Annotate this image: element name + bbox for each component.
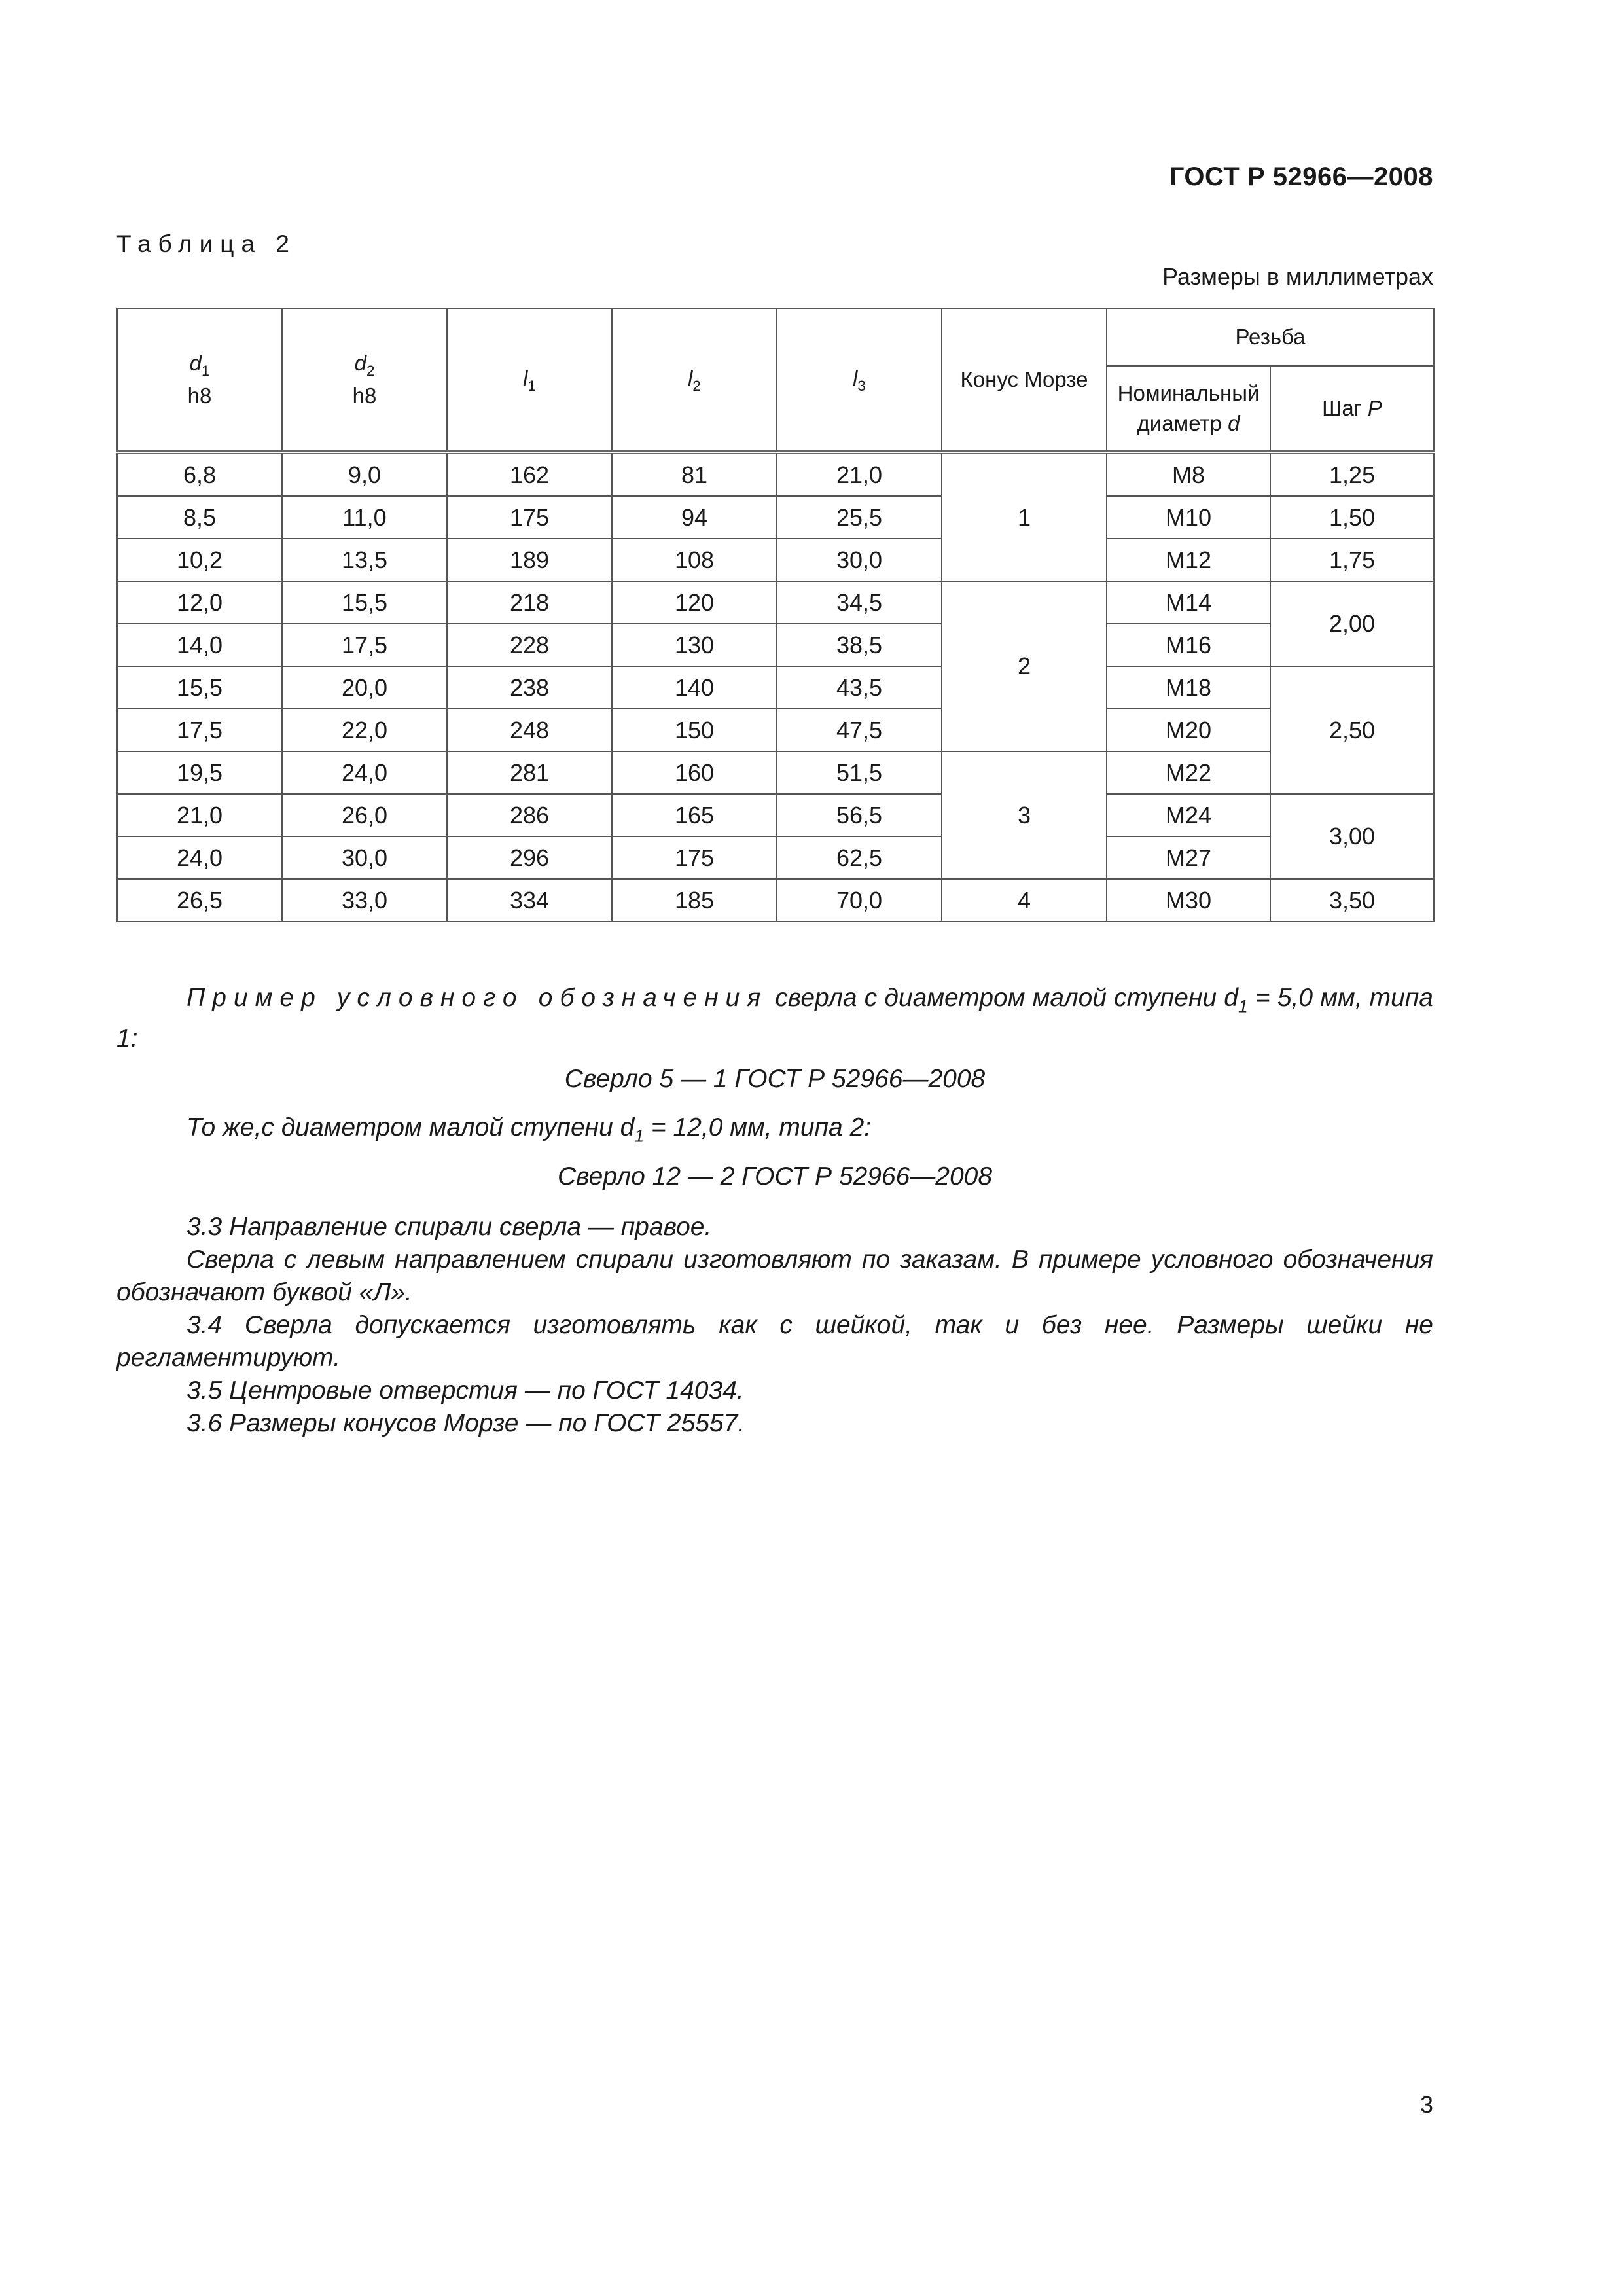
document-code: ГОСТ Р 52966—2008: [1169, 162, 1433, 191]
cell-l2: 140: [612, 666, 777, 709]
cell-l3: 51,5: [777, 751, 942, 794]
header-d1: $d_1$ h8: [117, 308, 282, 452]
cell-thread: М12: [1107, 539, 1270, 581]
cell-l2: 185: [612, 879, 777, 922]
cell-pitch: 3,50: [1270, 879, 1434, 922]
header-pitch: Шаг P: [1270, 366, 1434, 452]
cell-l3: 21,0: [777, 452, 942, 496]
cell-pitch: 1,25: [1270, 452, 1434, 496]
table-row: [117, 836, 1434, 879]
cell-pitch: 3,00: [1270, 794, 1434, 879]
cell-thread: М27: [1107, 836, 1270, 879]
cell-l3: 70,0: [777, 879, 942, 922]
cell-d1: 17,5: [117, 709, 282, 751]
cell-l1: 296: [447, 836, 612, 879]
cell-l2: 160: [612, 751, 777, 794]
dimensions-table: [116, 308, 1435, 922]
cell-d2: 26,0: [282, 794, 447, 836]
table-row: [117, 666, 1434, 709]
cell-thread: М14: [1107, 581, 1270, 624]
cell-l1: 334: [447, 879, 612, 922]
cell-l3: 43,5: [777, 666, 942, 709]
example-paragraph: Пример условного обозначения сверла с диаметром малой ступени $d_1 = 5,0$ мм, типа 1:: [116, 984, 1433, 1053]
table-row: [117, 624, 1434, 666]
cell-d1: 15,5: [117, 666, 282, 709]
cell-d1: 24,0: [117, 836, 282, 879]
designation-block: [116, 982, 1433, 1193]
header-d2: $d_2$ h8: [282, 308, 447, 452]
header-nominal-diameter: Номинальный диаметр d: [1107, 366, 1270, 452]
cell-l2: 165: [612, 794, 777, 836]
cell-l3: 62,5: [777, 836, 942, 879]
table-row: [117, 452, 1434, 496]
cell-thread: М10: [1107, 496, 1270, 539]
cell-d1: 10,2: [117, 539, 282, 581]
cell-d2: 9,0: [282, 452, 447, 496]
cell-d2: 11,0: [282, 496, 447, 539]
table-row: [117, 581, 1434, 624]
cell-morse: 3: [942, 751, 1107, 879]
units-note: Размеры в миллиметрах: [1162, 263, 1433, 290]
cell-l1: 228: [447, 624, 612, 666]
cell-pitch: 2,50: [1270, 666, 1434, 794]
cell-d1: 21,0: [117, 794, 282, 836]
cell-thread: М30: [1107, 879, 1270, 922]
cell-thread: М8: [1107, 452, 1270, 496]
cell-d2: 13,5: [282, 539, 447, 581]
clause-3-3-note: Сверла с левым направлением спирали изготовляют по заказам. В примере условного обозначения обозначают буквой «Л».: [116, 1246, 1433, 1306]
cell-morse: 1: [942, 452, 1107, 581]
table-caption: Таблица 2: [116, 230, 296, 257]
table-row: [117, 794, 1434, 836]
cell-d1: 8,5: [117, 496, 282, 539]
cell-d1: 26,5: [117, 879, 282, 922]
cell-l2: 175: [612, 836, 777, 879]
clause-3-6: 3.6 Размеры конусов Морзе — по ГОСТ 25557.: [187, 1409, 745, 1437]
cell-d2: 22,0: [282, 709, 447, 751]
cell-l3: 56,5: [777, 794, 942, 836]
cell-d2: 17,5: [282, 624, 447, 666]
header-l3: $l_3$: [777, 308, 942, 452]
cell-d1: 12,0: [117, 581, 282, 624]
table-row: [117, 709, 1434, 751]
cell-d1: 6,8: [117, 452, 282, 496]
cell-l3: 38,5: [777, 624, 942, 666]
table-row: [117, 496, 1434, 539]
cell-l1: 175: [447, 496, 612, 539]
header-l2: $l_2$: [612, 308, 777, 452]
cell-l2: 108: [612, 539, 777, 581]
cell-thread: М16: [1107, 624, 1270, 666]
cell-l3: 25,5: [777, 496, 942, 539]
page-number: 3: [1419, 2091, 1433, 2118]
cell-l1: 238: [447, 666, 612, 709]
table-row: [117, 879, 1434, 922]
cell-pitch: 1,75: [1270, 539, 1434, 581]
cell-pitch: 2,00: [1270, 581, 1434, 666]
cell-d2: 24,0: [282, 751, 447, 794]
cell-d2: 33,0: [282, 879, 447, 922]
cell-l2: 81: [612, 452, 777, 496]
cell-l1: 281: [447, 751, 612, 794]
table-row: [117, 751, 1434, 794]
header-thread: Резьба: [1107, 308, 1434, 366]
cell-l1: 189: [447, 539, 612, 581]
cell-l1: 218: [447, 581, 612, 624]
cell-l3: 47,5: [777, 709, 942, 751]
header-morse-taper: Конус Морзе: [942, 308, 1107, 452]
cell-l1: 286: [447, 794, 612, 836]
clause-3-3: 3.3 Направление спирали сверла — правое.: [187, 1213, 712, 1241]
cell-thread: М24: [1107, 794, 1270, 836]
designation-example-1: Сверло 5 — 1 ГОСТ Р 52966—2008: [564, 1065, 986, 1094]
clauses-block: [116, 1211, 1433, 1440]
cell-l3: 30,0: [777, 539, 942, 581]
designation-example-2: Сверло 12 — 2 ГОСТ Р 52966—2008: [557, 1162, 993, 1191]
cell-l2: 120: [612, 581, 777, 624]
header-l1: $l_1$: [447, 308, 612, 452]
cell-thread: М18: [1107, 666, 1270, 709]
cell-morse: 2: [942, 581, 1107, 751]
cell-l3: 34,5: [777, 581, 942, 624]
cell-thread: М22: [1107, 751, 1270, 794]
cell-l1: 162: [447, 452, 612, 496]
clause-3-5: 3.5 Центровые отверстия — по ГОСТ 14034.: [187, 1376, 744, 1405]
cell-l2: 150: [612, 709, 777, 751]
cell-l2: 130: [612, 624, 777, 666]
cell-l2: 94: [612, 496, 777, 539]
cell-d2: 20,0: [282, 666, 447, 709]
cell-d1: 14,0: [117, 624, 282, 666]
cell-d2: 30,0: [282, 836, 447, 879]
cell-morse: 4: [942, 879, 1107, 922]
cell-d1: 19,5: [117, 751, 282, 794]
clause-3-4: 3.4 Сверла допускается изготовлять как с шейкой, так и без нее. Размеры шейки не регламентируют.: [116, 1311, 1433, 1372]
cell-l1: 248: [447, 709, 612, 751]
same-example-paragraph: То же,с диаметром малой ступени $d_1 = 12,0$ мм, типа 2:: [187, 1113, 872, 1146]
cell-pitch: 1,50: [1270, 496, 1434, 539]
cell-thread: М20: [1107, 709, 1270, 751]
cell-d2: 15,5: [282, 581, 447, 624]
table-row: [117, 539, 1434, 581]
